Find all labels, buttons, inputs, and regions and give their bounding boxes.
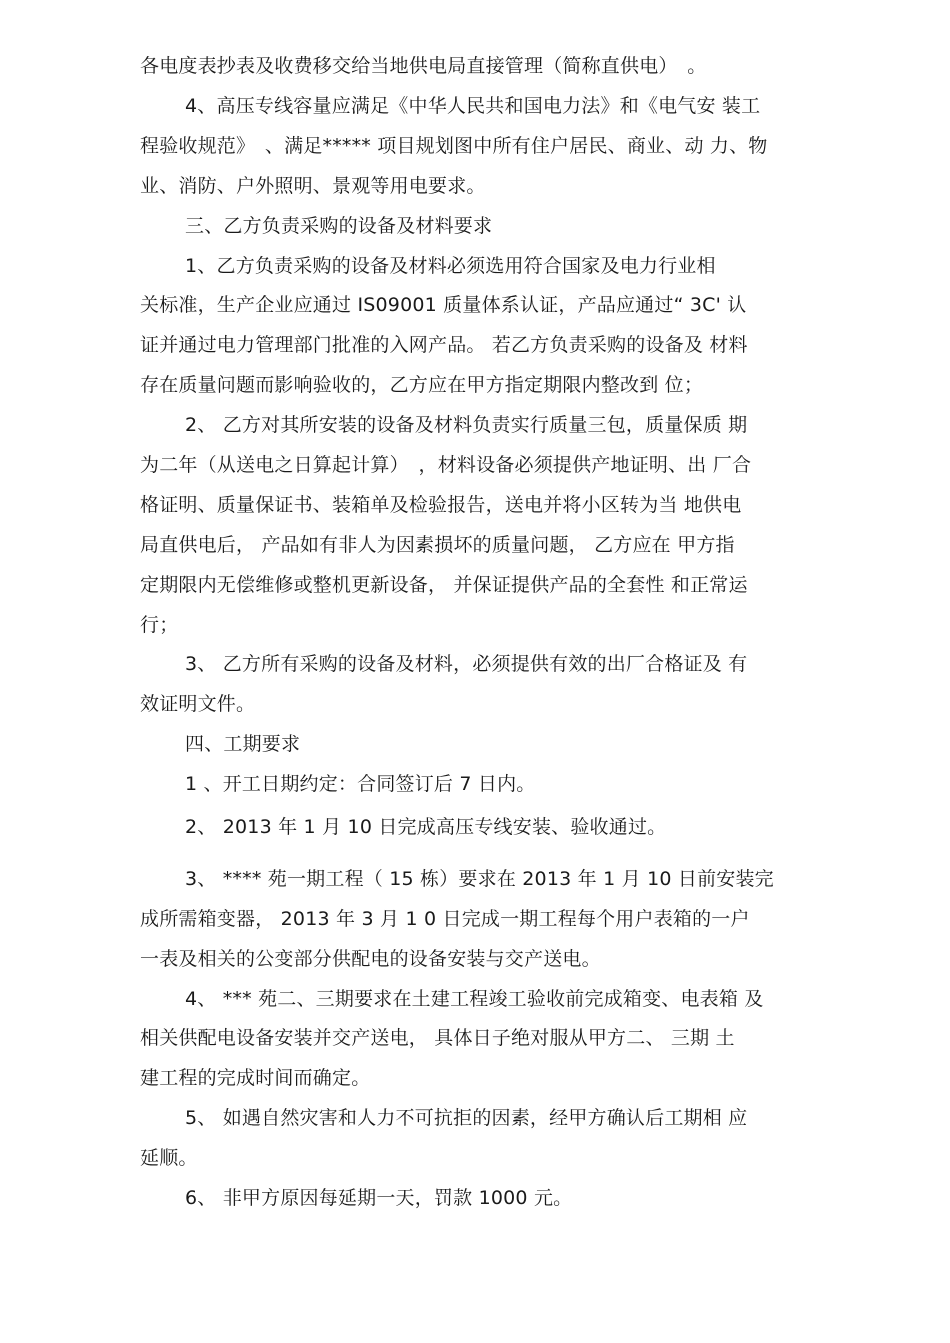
text-line: 关标准，生产企业应通过 IS09001 质量体系认证，产品应通过“ 3C' 认	[140, 294, 747, 316]
text-line: 2、 2013 年 1 月 10 日完成高压专线安装、验收通过。	[185, 816, 667, 838]
text-line: 相关供配电设备安装并交产送电， 具体日子绝对服从甲方二、 三期 土	[140, 1027, 735, 1049]
section-heading: 三、乙方负责采购的设备及材料要求	[185, 215, 493, 237]
text-line: 5、 如遇自然灾害和人力不可抗拒的因素，经甲方确认后工期相 应	[185, 1107, 748, 1129]
text-line: 各电度表抄表及收费移交给当地供电局直接管理（简称直供电） 。	[140, 55, 707, 77]
text-line: 效证明文件。	[140, 693, 256, 715]
text-line: 4、高压专线容量应满足《中华人民共和国电力法》和《电气安 装工	[185, 95, 761, 117]
text-line: 程验收规范》 、满足***** 项目规划图中所有住户居民、商业、动 力、物	[140, 135, 768, 157]
text-line: 行；	[140, 614, 179, 636]
text-line: 1、乙方负责采购的设备及材料必须选用符合国家及电力行业相	[185, 255, 716, 277]
text-line: 3、 乙方所有采购的设备及材料，必须提供有效的出厂合格证及 有	[185, 653, 748, 675]
text-line: 局直供电后， 产品如有非人为因素损坏的质量问题， 乙方应在 甲方指	[140, 534, 735, 556]
text-line: 4、 *** 苑二、三期要求在土建工程竣工验收前完成箱变、电表箱 及	[185, 988, 764, 1010]
text-line: 3、 **** 苑一期工程（ 15 栋）要求在 2013 年 1 月 10 日前安装完	[185, 868, 774, 890]
text-line: 建工程的完成时间而确定。	[140, 1067, 371, 1089]
text-line: 存在质量问题而影响验收的，乙方应在甲方指定期限内整改到 位；	[140, 374, 704, 396]
text-line: 2、 乙方对其所安装的设备及材料负责实行质量三包，质量保质 期	[185, 414, 748, 436]
text-line: 证并通过电力管理部门批准的入网产品。 若乙方负责采购的设备及 材料	[140, 334, 748, 356]
text-line: 定期限内无偿维修或整机更新设备， 并保证提供产品的全套性 和正常运	[140, 574, 748, 596]
text-line: 业、消防、户外照明、景观等用电要求。	[140, 175, 486, 197]
text-line: 1 、开工日期约定：合同签订后 7 日内。	[185, 773, 536, 795]
text-line: 一表及相关的公变部分供配电的设备安装与交产送电。	[140, 948, 601, 970]
text-line: 成所需箱变器， 2013 年 3 月 1 0 日完成一期工程每个用户表箱的一户	[140, 908, 750, 930]
text-line: 格证明、质量保证书、装箱单及检验报告，送电并将小区转为当 地供电	[140, 494, 742, 516]
section-heading: 四、工期要求	[185, 733, 301, 755]
text-line: 为二年（从送电之日算起计算） ，材料设备必须提供产地证明、出 厂合	[140, 454, 752, 476]
text-line: 6、 非甲方原因每延期一天，罚款 1000 元。	[185, 1187, 573, 1209]
text-line: 延顺。	[140, 1147, 198, 1169]
